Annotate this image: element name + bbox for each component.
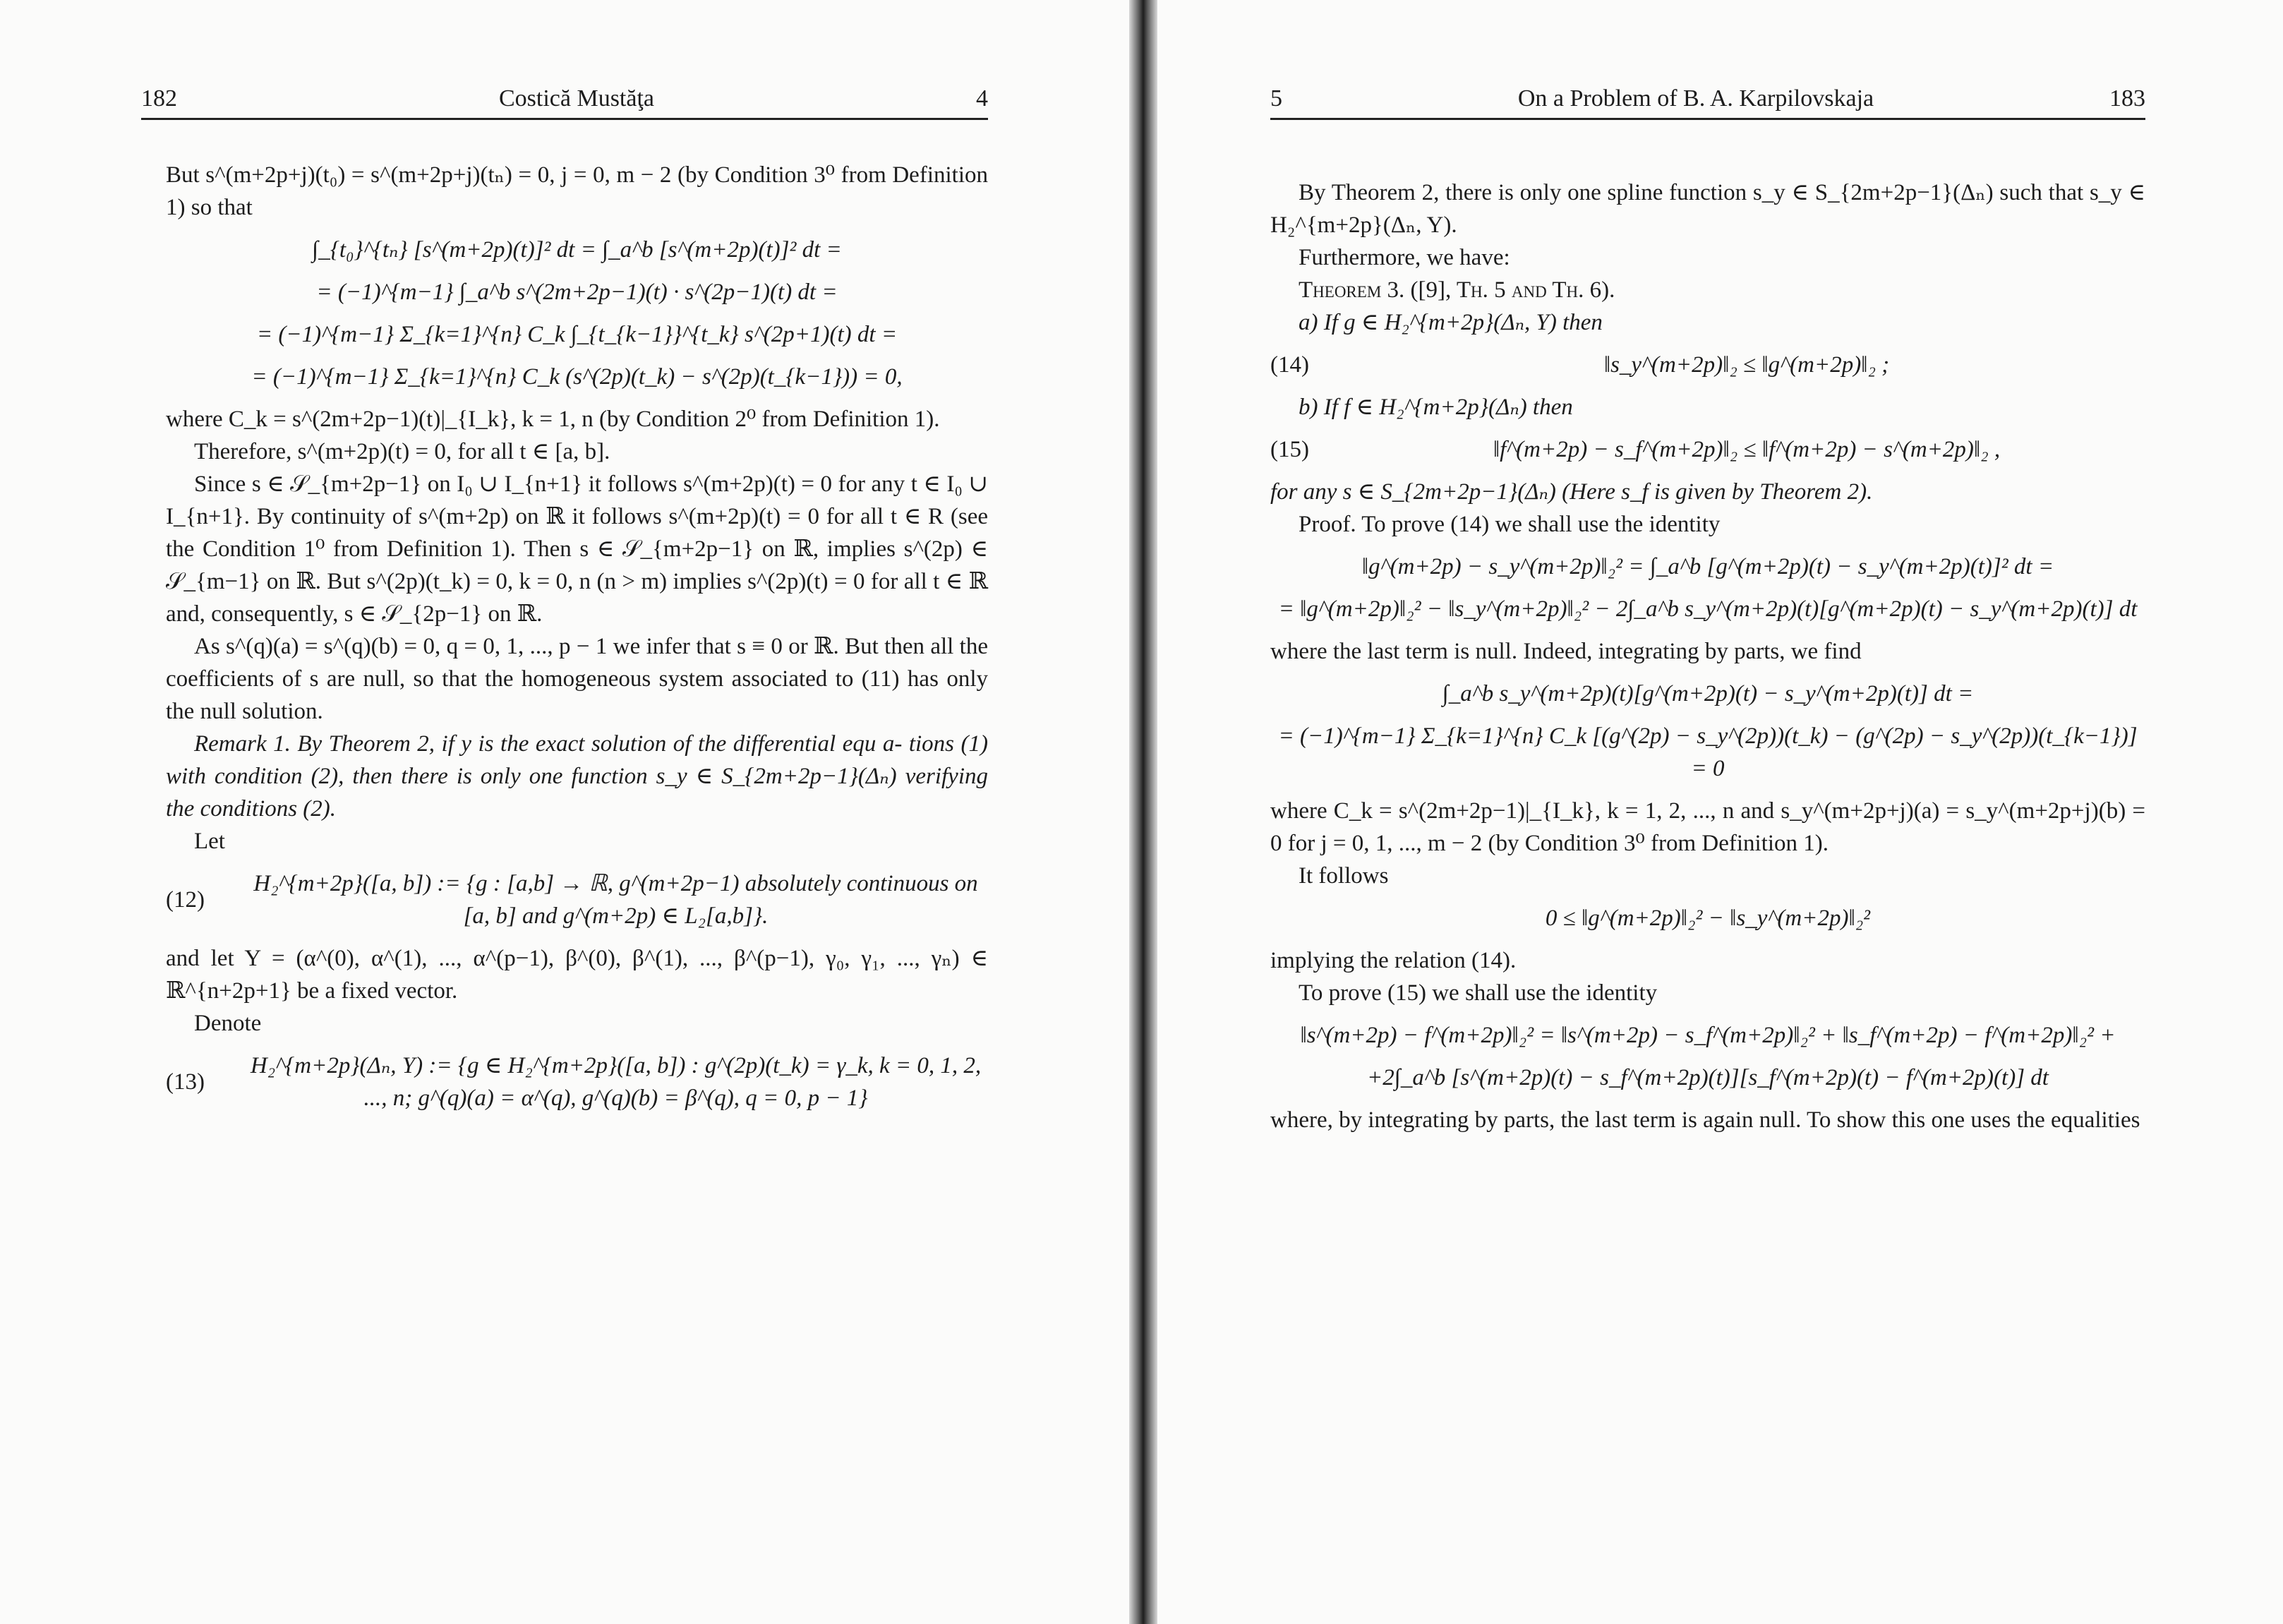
paragraph: Denote [194, 1011, 262, 1036]
display-equation: = (−1)^{m−1} Σ_{k=1}^{n} C_k [(g^(2p) − s_y^(2p))(t_k) − (g^(2p) − s_y^(2p))(t_{k−1})] = 0 [1278, 723, 2138, 781]
paragraph: Proof. To prove (14) we shall use the identity [1299, 512, 1721, 537]
display-equation: +2∫_a^b [s^(m+2p)(t) − s_f^(m+2p)(t)][s_f^(m+2p)(t) − f^(m+2p)(t)] dt [1367, 1065, 2049, 1090]
display-equation: ∫_a^b s_y^(m+2p)(t)[g^(m+2p)(t) − s_y^(m+2p)(t)] dt = [1442, 681, 1974, 706]
paragraph: a) If g ∈ H₂^{m+2p}(Δₙ, Y) then [1299, 310, 1603, 335]
paragraph: Let [194, 829, 225, 854]
paragraph: and let Y = (α^(0), α^(1), ..., α^(p−1), β^(0), β^(1), ..., β^(p−1), γ₀, γ₁, ..., γₙ) ∈ ℝ^{n+2p+1} be a fixed vector. [166, 946, 988, 1004]
paragraph: But s^(m+2p+j)(t₀) = s^(m+2p+j)(tₙ) = 0, j = 0, m − 2 (by Condition 3⁰ from Definition 1) so that [166, 162, 988, 220]
left-page [0, 0, 1129, 1624]
numbered-equation [1270, 433, 2145, 466]
paragraph: As s^(q)(a) = s^(q)(b) = 0, q = 0, 1, ..., p − 1 we infer that s ≡ 0 or ℝ. But then all the coefficients of s are null, so that the homogeneous system associated to (11) has only the null solution. [166, 634, 988, 724]
paragraph: Since s ∈ 𝒮_{m+2p−1} on I₀ ∪ I_{n+1} it follows s^(m+2p)(t) = 0 for any t ∈ I₀ ∪ I_{n+1}. By continuity of s^(m+2p) on ℝ it follows s^(m+2p)(t) = 0 for all t ∈ R (see the Condition 1⁰ from Definition 1). Then s ∈ 𝒮_{m+2p−1} on ℝ, implies s^(2p) ∈ 𝒮_{m−1} on ℝ. But s^(2p)(t_k) = 0, k = 0, n (n > m) implies s^(2p)(t) = 0 for all t ∈ ℝ and, consequently, s ∈ 𝒮_{2p−1} on ℝ. [166, 471, 988, 627]
equation-body: H₂^{m+2p}([a, b]) := {g : [a,b] → ℝ, g^(m+2p−1) absolutely continuous on [a, b] and g^(m+2p) ∈ L₂[a,b]}. [253, 871, 978, 929]
paragraph: implying the relation (14). [1270, 948, 1517, 973]
equation-number: (13) [166, 1069, 205, 1095]
section-number: 5 [1270, 85, 1282, 112]
page-number: 182 [141, 85, 177, 112]
page-number: 183 [2109, 85, 2145, 112]
paragraph: Theorem 3. ([9], Th. 5 and Th. 6). [1299, 277, 1615, 303]
equation-number: (15) [1270, 437, 1309, 462]
left-page-body [166, 159, 988, 1124]
paragraph: It follows [1299, 863, 1389, 889]
running-head-author: Costică Mustăţa [498, 85, 655, 112]
equation-number: (12) [166, 887, 205, 913]
paragraph: for any s ∈ S_{2m+2p−1}(Δₙ) (Here s_f is given by Theorem 2). [1270, 479, 1873, 505]
right-page [1157, 0, 2283, 1624]
book-gutter [1129, 0, 1157, 1624]
display-equation: ‖s^(m+2p) − f^(m+2p)‖₂² = ‖s^(m+2p) − s_f^(m+2p)‖₂² + ‖s_f^(m+2p) − f^(m+2p)‖₂² + [1300, 1023, 2116, 1048]
numbered-equation [166, 1049, 988, 1114]
paragraph: b) If f ∈ H₂^{m+2p}(Δₙ) then [1299, 395, 1573, 420]
paragraph: By Theorem 2, there is only one spline function s_y ∈ S_{2m+2p−1}(Δₙ) such that s_y ∈ H₂^{m+2p}(Δₙ, Y). [1270, 180, 2145, 238]
paragraph: To prove (15) we shall use the identity [1299, 980, 1658, 1006]
equation-body: ‖f^(m+2p) − s_f^(m+2p)‖₂ ≤ ‖f^(m+2p) − s^(m+2p)‖₂ , [1493, 437, 2001, 462]
display-equation: = (−1)^{m−1} Σ_{k=1}^{n} C_k ∫_{t_{k−1}}^{t_k} s^(2p+1)(t) dt = [256, 322, 898, 347]
numbered-equation [1270, 349, 2145, 381]
display-equation: = (−1)^{m−1} Σ_{k=1}^{n} C_k (s^(2p)(t_k) − s^(2p)(t_{k−1})) = 0, [251, 364, 903, 390]
right-page-header [1270, 78, 2145, 120]
display-equation: 0 ≤ ‖g^(m+2p)‖₂² − ‖s_y^(m+2p)‖₂² [1545, 906, 1871, 931]
numbered-equation [166, 867, 988, 932]
display-equation: ∫_{t₀}^{tₙ} [s^(m+2p)(t)]² dt = ∫_a^b [s^(m+2p)(t)]² dt = [312, 237, 842, 263]
paragraph: where C_k = s^(2m+2p−1)(t)|_{I_k}, k = 1, n (by Condition 2⁰ from Definition 1). [166, 407, 940, 432]
equation-body: H₂^{m+2p}(Δₙ, Y) := {g ∈ H₂^{m+2p}([a, b]) : g^(2p)(t_k) = γ_k, k = 0, 1, 2, ..., n; g^(q)(a) = α^(q), g^(q)(b) = β^(q), q = 0, p − 1} [250, 1053, 982, 1111]
display-equation: = ‖g^(m+2p)‖₂² − ‖s_y^(m+2p)‖₂² − 2∫_a^b s_y^(m+2p)(t)[g^(m+2p)(t) − s_y^(m+2p)(t)] dt [1278, 596, 2138, 622]
right-page-body [1270, 176, 2145, 1136]
running-head-title: On a Problem of B. A. Karpilovskaja [1517, 85, 1874, 112]
paragraph: Furthermore, we have: [1299, 245, 1510, 270]
paragraph: where, by integrating by parts, the last term is again null. To show this one uses the equalities [1270, 1107, 2140, 1133]
paragraph: Therefore, s^(m+2p)(t) = 0, for all t ∈ [a, b]. [194, 439, 610, 464]
display-equation: ‖g^(m+2p) − s_y^(m+2p)‖₂² = ∫_a^b [g^(m+2p)(t) − s_y^(m+2p)(t)]² dt = [1361, 554, 2054, 579]
paragraph: where the last term is null. Indeed, integrating by parts, we find [1270, 639, 1862, 664]
paragraph: Remark 1. By Theorem 2, if y is the exact solution of the differential equ a- tions (1) with condition (2), then there is only one function s_y ∈ S_{2m+2p−1}(Δₙ) verifying the conditions (2). [166, 731, 988, 822]
left-page-header [141, 78, 988, 120]
section-number: 4 [976, 85, 988, 112]
equation-body: ‖s_y^(m+2p)‖₂ ≤ ‖g^(m+2p)‖₂ ; [1603, 352, 1890, 378]
equation-number: (14) [1270, 352, 1309, 378]
paragraph: where C_k = s^(2m+2p−1)|_{I_k}, k = 1, 2, ..., n and s_y^(m+2p+j)(a) = s_y^(m+2p+j)(b) = 0 for j = 0, 1, ..., m − 2 (by Condition 3⁰ from Definition 1). [1270, 798, 2145, 856]
display-equation: = (−1)^{m−1} ∫_a^b s^(2m+2p−1)(t) · s^(2p−1)(t) dt = [316, 279, 838, 305]
